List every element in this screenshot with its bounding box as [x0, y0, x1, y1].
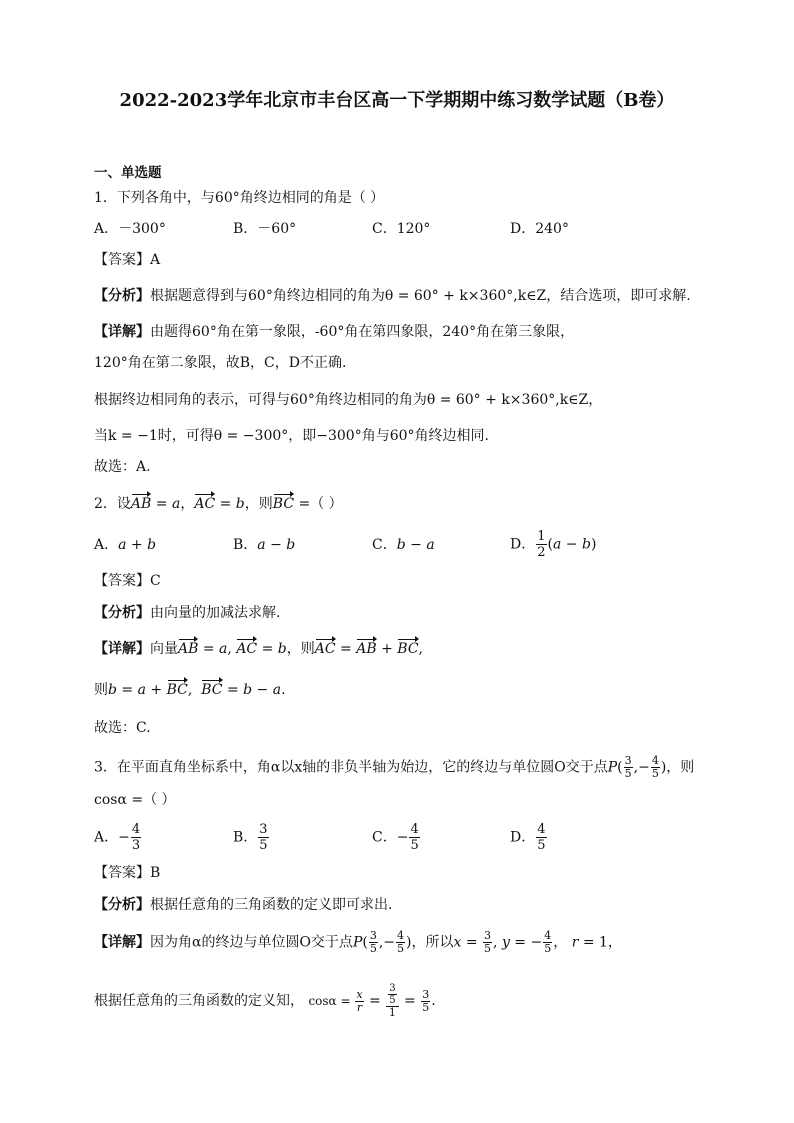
q2-stem-suffix: （ ）: [310, 496, 343, 512]
q2-option-b: B．a − b: [233, 537, 296, 553]
q1-stem: 1．下列各角中，与60°角终边相同的角是（ ）: [94, 190, 385, 206]
q3-detail-1-text: 因为角α的终边与单位圆O交于点: [150, 934, 353, 951]
q1-option-a: A．－300°: [94, 221, 166, 237]
q2-stem-prefix: 2．设: [94, 496, 131, 512]
detail-tag: 【详解】: [94, 934, 150, 951]
q2-detail-2: 则b = a + BC, BC = b − a.: [94, 682, 286, 698]
q1-answer: 【答案】A: [94, 252, 161, 268]
q3-option-d-label: D．: [510, 829, 536, 846]
q1-analysis: [94, 286, 691, 306]
q2-option-c-label: C．: [372, 537, 397, 553]
q3-option-a-label: A．: [94, 829, 119, 846]
q3-option-b-label: B．: [233, 829, 258, 846]
q1-detail-1-text: 由题得60°角在第一象限，-60°角在第四象限，240°角在第三象限，: [150, 324, 575, 340]
q3-stem-1-suffix: ，则: [666, 759, 695, 776]
q3-stem-2: cosα =（ ）: [94, 792, 176, 808]
q3-detail-1-suffix: ，所以: [411, 934, 454, 951]
q2-option-b-label: B．: [233, 537, 258, 553]
q3-detail-2: 根据任意角的三角函数的定义知， cosα = $\frac{x}{r}$ = $\frac{\frac{3}{5}}{1}$ = $\frac{3}{5}$ .: [94, 983, 436, 1019]
page-title: 2022-2023学年北京市丰台区高一下学期期中练习数学试题（B卷）: [119, 90, 675, 111]
q1-detail-2: 120°角在第二象限，故B，C，D不正确.: [94, 355, 347, 371]
q1-detail-4: 当k = −1时，可得θ = −300°，即−300°角与60°角终边相同.: [94, 428, 489, 444]
q1-option-c: C．120°: [372, 221, 431, 237]
q2-option-c: C．b − a: [372, 537, 435, 553]
q2-choose: 故选：C.: [94, 720, 151, 736]
detail-tag: 【详解】: [94, 324, 150, 340]
q1-option-d: D．240°: [510, 221, 569, 237]
q3-analysis-text: 根据任意角的三角函数的定义即可求出.: [150, 897, 393, 913]
q3-detail-1: 【详解】因为角α的终边与单位圆O交于点P( $\frac{3}{5}$ ,− $\frac{4}{5}$ )，所以x = $\frac{3}{5}$ , y = − $\frac{4}{5}$ ， r = 1，: [94, 929, 622, 955]
q2-stem: 2．设AB = a，AC = b，则BC =（ ）: [94, 496, 343, 512]
q3-stem-1-text: 3．在平面直角坐标系中，角α以x轴的非负半轴为始边，它的终边与单位圆O交于点: [94, 759, 608, 776]
section-heading: 一、单选题: [94, 165, 162, 181]
q2-option-a: A．a + b: [94, 537, 157, 553]
q3-detail-2-text: 根据任意角的三角函数的定义知，: [94, 993, 304, 1009]
q3-analysis: [94, 895, 392, 915]
q1-detail-3: 根据终边相同角的表示，可得与60°角终边相同的角为θ = 60° + k×360°,k∈Z，: [94, 392, 603, 408]
q1-choose: 故选：A.: [94, 459, 151, 475]
q1-option-b: B．－60°: [233, 221, 297, 237]
analysis-tag: 【分析】: [94, 288, 150, 304]
q2-option-a-label: A．: [94, 537, 119, 553]
q2-detail-1-mid: ，则: [286, 641, 315, 657]
analysis-tag: 【分析】: [94, 897, 150, 913]
q2-analysis-text: 由向量的加减法求解.: [150, 605, 281, 621]
q3-option-c: C．− $\frac{4}{5}$: [372, 822, 419, 853]
q1-detail-1: [94, 322, 574, 342]
q2-option-d-label: D．: [510, 536, 536, 553]
q2-answer: 【答案】C: [94, 573, 161, 589]
q3-option-b: B． $\frac{3}{5}$: [233, 822, 268, 853]
detail-tag: 【详解】: [94, 641, 150, 657]
q2-detail-1: 【详解】向量AB = a, AC = b，则AC = AB + BC,: [94, 641, 423, 657]
analysis-tag: 【分析】: [94, 605, 150, 621]
q2-analysis: [94, 603, 280, 623]
q3-answer: 【答案】B: [94, 865, 161, 881]
q2-detail-1-prefix: 向量: [150, 641, 178, 657]
q2-detail-2-prefix: 则: [94, 682, 108, 698]
q2-option-d: D． $\frac{1}{2}$ (a − b): [510, 529, 597, 560]
q3-option-a: A．− $\frac{4}{3}$: [94, 822, 141, 853]
q3-stem-1: 3．在平面直角坐标系中，角α以x轴的非负半轴为始边，它的终边与单位圆O交于点P( $\frac{3}{5}$ ,− $\frac{4}{5}$ )，则: [94, 754, 695, 780]
q3-option-d: D． $\frac{4}{5}$: [510, 822, 546, 853]
q1-analysis-text: 根据题意得到与60°角终边相同的角为θ = 60° + k×360°,k∈Z，结合选项，即可求解.: [150, 288, 691, 304]
q3-option-c-label: C．: [372, 829, 397, 846]
